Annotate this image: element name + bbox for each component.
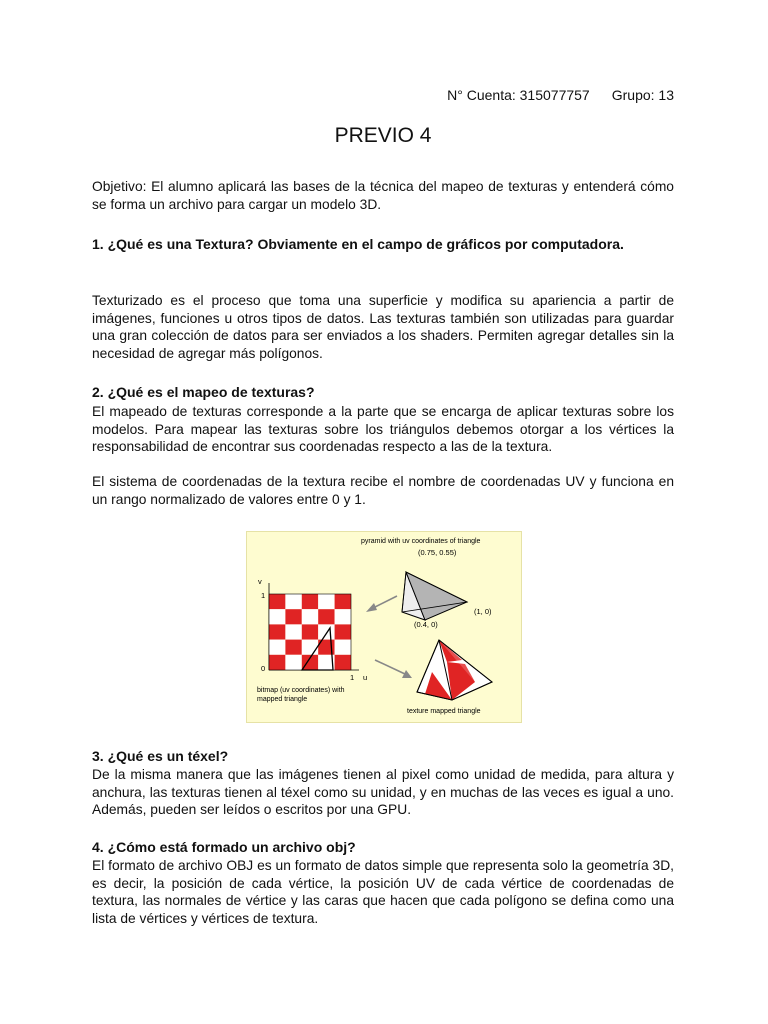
pyramid-title: pyramid with uv coordinates of triangle: [361, 538, 481, 545]
checker-cell: [302, 594, 318, 609]
q2-heading: 2. ¿Qué es el mapeo de texturas?: [92, 384, 315, 400]
tick-0: 0: [261, 664, 266, 673]
group-number: Grupo: 13: [611, 87, 674, 103]
checker-cell: [318, 594, 334, 609]
q1-heading: 1. ¿Qué es una Textura? Obviamente en el campo de gráficos por computadora.: [92, 236, 624, 252]
axis-v-label: v: [258, 577, 262, 586]
q2-answer-1: El mapeado de texturas corresponde a la parte que se encarga de aplicar texturas sobre los modelos. Para mapear las texturas sobre los triángulos debemos otorgar a los vértices la responsabilidad de encontrar sus coordenadas respecto a las de la textura.: [92, 404, 674, 455]
checker-cell: [302, 609, 318, 624]
checker-cell: [335, 655, 351, 670]
coord-left-label: (0.4, 0): [414, 620, 438, 629]
q3-heading: 3. ¿Qué es un téxel?: [92, 748, 229, 764]
checker-cell: [335, 609, 351, 624]
uv-mapping-figure: [246, 531, 522, 723]
checker-cell: [335, 624, 351, 639]
tick-1-v: 1: [261, 591, 266, 600]
q3-answer: De la misma manera que las imágenes tienen al pixel como unidad de medida, para altura y anchura, las texturas tienen al téxel como su unidad, y en muchas de las veces es igual a uno. Además, pueden ser leídos o escritos por una GPU.: [92, 767, 674, 818]
checker-cell: [335, 594, 351, 609]
arrow-to-bitmap: [366, 596, 397, 612]
objective-paragraph: Objetivo: El alumno aplicará las bases de la técnica del mapeo de texturas y entenderá cómo se forma un archivo para cargar un modelo 3D.: [92, 179, 674, 212]
axis-u-label: u: [363, 673, 368, 682]
q2-answer-2: El sistema de coordenadas de la textura recibe el nombre de coordenadas UV y funciona en un rango normalizado de valores entre 0 y 1.: [92, 474, 674, 507]
checker-cell: [302, 640, 318, 655]
checker-cell: [285, 655, 301, 670]
mapped-caption: texture mapped triangle: [407, 708, 481, 715]
bitmap-caption-line1: bitmap (uv coordinates) with: [257, 687, 345, 694]
checker-cell: [318, 624, 334, 639]
q1-answer: Texturizado es el proceso que toma una superficie y modifica su apariencia a partir de imágenes, funciones u otros tipos de datos. Las texturas también son utilizadas para guardar una gran colección de datos para ser enviados a los shaders. Permiten agregar detalles sin la necesidad de agregar más polígonos.: [92, 293, 674, 361]
pyramid-gray: [402, 572, 467, 620]
checker-cell: [285, 640, 301, 655]
checker-cell: [269, 609, 285, 624]
checker-cell: [335, 640, 351, 655]
checker-cell: [318, 609, 334, 624]
q4-answer: El formato de archivo OBJ es un formato de datos simple que representa solo la geometría 3D, es decir, la posición de cada vértice, la posición UV de cada vértice de coordenadas de textura, las normales de vértice y las caras que hacen que cada polígono se defina como una lista de vértices y vértices de textura.: [92, 858, 674, 926]
arrow-to-mapped: [375, 660, 412, 678]
q4-heading: 4. ¿Cómo está formado un archivo obj?: [92, 839, 356, 855]
checker-cell: [285, 594, 301, 609]
bitmap-caption-line2: mapped triangle: [257, 696, 308, 703]
coord-right-label: (1, 0): [474, 607, 492, 616]
checker-cell: [302, 624, 318, 639]
uv-mapping-diagram: [247, 532, 521, 722]
checker-cell: [269, 594, 285, 609]
pyramid-textured: [417, 640, 492, 700]
coord-top-label: (0.75, 0.55): [418, 548, 457, 557]
header-info: [447, 87, 674, 103]
checker-cell: [285, 624, 301, 639]
tick-1-u: 1: [350, 673, 355, 682]
checker-cell: [269, 624, 285, 639]
checker-cell: [269, 655, 285, 670]
account-number: N° Cuenta: 315077757: [447, 87, 590, 103]
page-title: PREVIO 4: [334, 124, 432, 147]
checker-cell: [285, 609, 301, 624]
checker-cell: [269, 640, 285, 655]
